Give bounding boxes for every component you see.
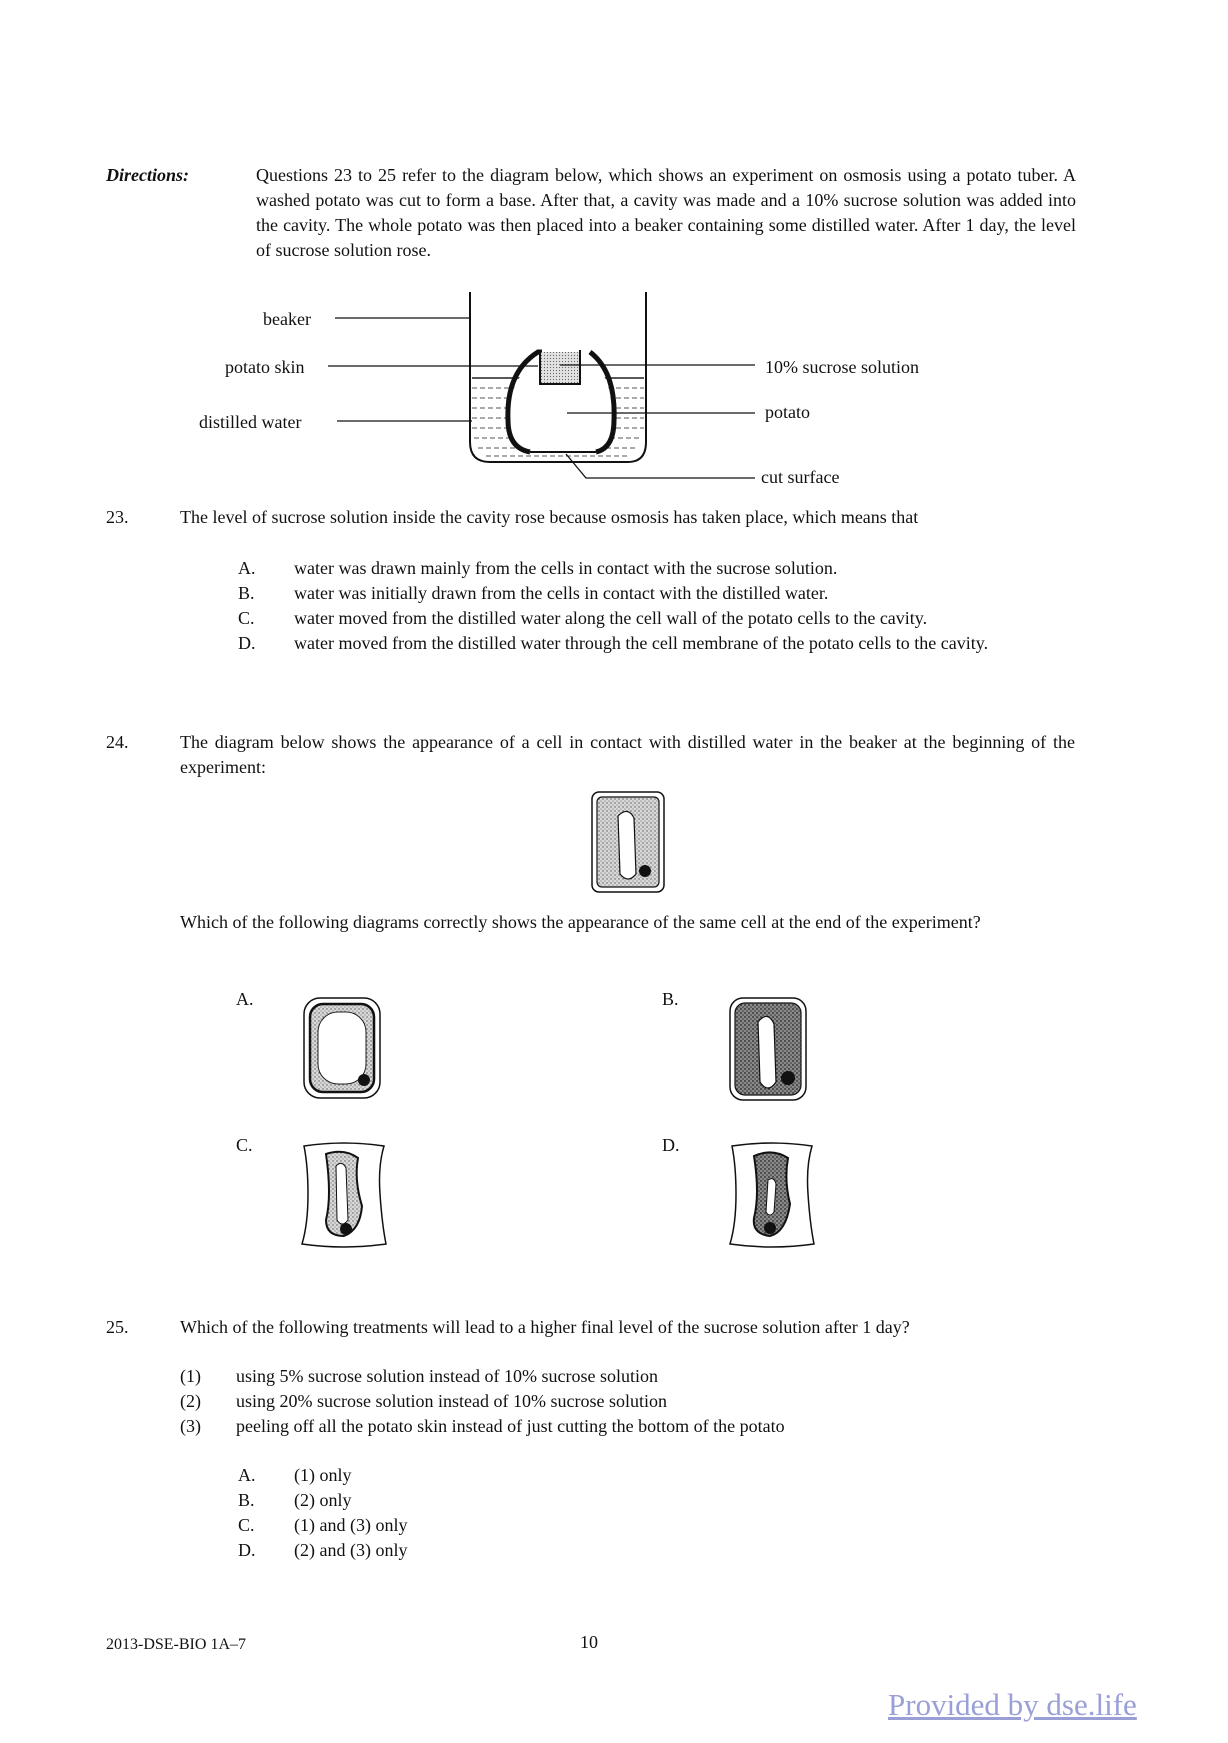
q25-statements bbox=[180, 1364, 785, 1439]
option-letter: C. bbox=[238, 608, 255, 628]
page-number: 10 bbox=[580, 1632, 598, 1652]
q25-statement-2 bbox=[180, 1389, 785, 1414]
q24-option-d-letter[interactable]: D. bbox=[662, 1135, 680, 1155]
answer-text: (1) only bbox=[294, 1465, 352, 1485]
q24-option-d-cell[interactable] bbox=[724, 1140, 820, 1250]
paper-code: 2013-DSE-BIO 1A–7 bbox=[106, 1636, 246, 1653]
watermark-link[interactable]: Provided by dse.life bbox=[888, 1687, 1137, 1722]
q23-option-d[interactable] bbox=[238, 631, 1074, 656]
q24-option-c-letter[interactable]: C. bbox=[236, 1135, 253, 1155]
q25-answers bbox=[238, 1463, 407, 1563]
label-beaker: beaker bbox=[263, 309, 311, 329]
answer-letter: B. bbox=[238, 1490, 255, 1510]
statement-text: using 5% sucrose solution instead of 10% sucrose solution bbox=[236, 1366, 658, 1386]
q25-text: Which of the following treatments will lead to a higher final level of the sucrose solution after 1 day? bbox=[180, 1317, 910, 1337]
q23-number: 23. bbox=[106, 507, 129, 527]
option-text: water moved from the distilled water along the cell wall of the potato cells to the cavity. bbox=[294, 608, 928, 628]
q25-answer-a[interactable] bbox=[238, 1463, 407, 1488]
q25-answer-d[interactable] bbox=[238, 1538, 407, 1563]
option-letter: D. bbox=[238, 633, 256, 653]
directions-label: Directions: bbox=[106, 165, 189, 185]
statement-number: (2) bbox=[180, 1391, 201, 1411]
q23-option-b[interactable] bbox=[238, 581, 1074, 606]
option-text: water moved from the distilled water through the cell membrane of the potato cells to the cavity. bbox=[294, 633, 989, 653]
q24-question: Which of the following diagrams correctly shows the appearance of the same cell at the end of the experiment? bbox=[180, 912, 981, 932]
statement-number: (1) bbox=[180, 1366, 201, 1386]
q23-options bbox=[238, 556, 1074, 656]
statement-number: (3) bbox=[180, 1416, 201, 1436]
q24-option-b-cell[interactable] bbox=[728, 996, 810, 1102]
q24-option-b-letter[interactable]: B. bbox=[662, 989, 679, 1009]
option-text: water was drawn mainly from the cells in contact with the sucrose solution. bbox=[294, 558, 838, 578]
answer-letter: C. bbox=[238, 1515, 255, 1535]
q23-text: The level of sucrose solution inside the cavity rose because osmosis has taken place, which means that bbox=[180, 507, 919, 527]
q25-answer-b[interactable] bbox=[238, 1488, 407, 1513]
directions-paragraph: Questions 23 to 25 refer to the diagram below, which shows an experiment on osmosis using a potato tuber. A washed potato was cut to form a base. After that, a cavity was made and a 10% sucrose solution was added into the cavity. The whole potato was then placed into a beaker containing some distilled water. After 1 day, the level of sucrose solution rose. bbox=[256, 165, 1076, 260]
q25-answer-c[interactable] bbox=[238, 1513, 407, 1538]
q25-number: 25. bbox=[106, 1317, 129, 1337]
q24-text: The diagram below shows the appearance of a cell in contact with distilled water in the beaker at the beginning of the experiment: bbox=[180, 732, 1075, 777]
statement-text: using 20% sucrose solution instead of 10% sucrose solution bbox=[236, 1391, 667, 1411]
answer-letter: A. bbox=[238, 1465, 256, 1485]
option-letter: B. bbox=[238, 583, 255, 603]
sucrose-solution bbox=[541, 352, 579, 383]
label-distilled-water: distilled water bbox=[199, 412, 302, 432]
initial-cell-diagram bbox=[590, 790, 666, 894]
q23-option-a[interactable] bbox=[238, 556, 1074, 581]
q24-number: 24. bbox=[106, 732, 129, 752]
answer-text: (2) and (3) only bbox=[294, 1540, 408, 1560]
option-text: water was initially drawn from the cells in contact with the distilled water. bbox=[294, 583, 829, 603]
q24-option-a-letter[interactable]: A. bbox=[236, 989, 254, 1009]
osmosis-experiment-diagram bbox=[0, 0, 1228, 500]
q24-option-a-cell[interactable] bbox=[302, 996, 384, 1100]
option-letter: A. bbox=[238, 558, 256, 578]
answer-text: (2) only bbox=[294, 1490, 352, 1510]
answer-text: (1) and (3) only bbox=[294, 1515, 408, 1535]
answer-letter: D. bbox=[238, 1540, 256, 1560]
q25-statement-1 bbox=[180, 1364, 785, 1389]
q24-option-c-cell[interactable] bbox=[296, 1140, 392, 1250]
label-cut-surface: cut surface bbox=[761, 467, 840, 487]
statement-text: peeling off all the potato skin instead of just cutting the bottom of the potato bbox=[236, 1416, 785, 1436]
label-sucrose-solution: 10% sucrose solution bbox=[765, 357, 919, 377]
q23-option-c[interactable] bbox=[238, 606, 1074, 631]
q25-statement-3 bbox=[180, 1414, 785, 1439]
label-potato-skin: potato skin bbox=[225, 357, 305, 377]
label-potato: potato bbox=[765, 402, 810, 422]
